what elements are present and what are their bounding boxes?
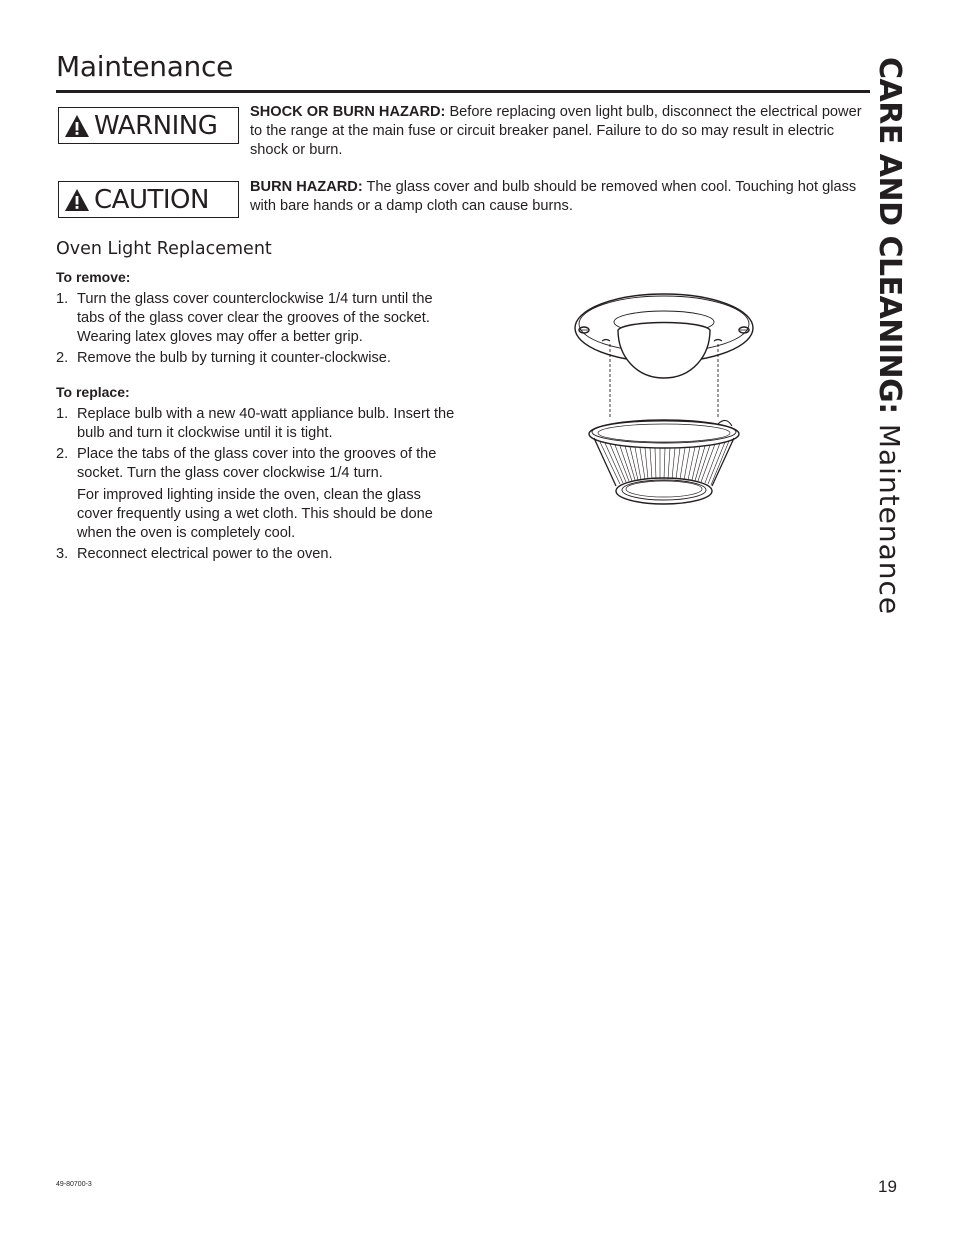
list-item	[56, 405, 456, 443]
warning-label-box	[58, 107, 239, 144]
step-text: Reconnect electrical power to the oven.	[77, 546, 333, 562]
side-tab-light: Maintenance	[873, 423, 906, 616]
title-divider	[56, 90, 870, 93]
step-number: 3.	[56, 546, 69, 562]
warning-heading: SHOCK OR BURN HAZARD:	[250, 104, 446, 120]
section-side-tab	[872, 57, 907, 615]
caution-text: The glass cover and bulb should be removed when cool. Touching hot glass with bare hands or a damp cloth can cause burns.	[250, 179, 857, 214]
document-number: 49-80700-3	[56, 1181, 92, 1188]
warning-label: WARNING	[94, 110, 218, 141]
oven-light-illustration	[568, 286, 760, 508]
list-item	[56, 290, 456, 347]
caution-text-block	[250, 178, 870, 216]
caution-label: CAUTION	[94, 184, 209, 215]
step-note: For improved lighting inside the oven, clean the glass cover frequently using a wet cloth. This should be done when the oven is completely cool.	[77, 487, 433, 541]
remove-steps-list	[56, 290, 456, 370]
warning-text-block	[250, 103, 870, 160]
list-item	[56, 545, 456, 564]
warning-triangle-icon	[64, 188, 90, 212]
list-item	[56, 349, 456, 368]
step-text: Replace bulb with a new 40-watt appliance bulb. Insert the bulb and turn it clockwise until it is tight.	[77, 406, 455, 441]
list-item	[56, 445, 456, 543]
side-tab-bold: CARE AND CLEANING:	[872, 57, 907, 414]
warning-triangle-icon	[64, 114, 90, 138]
step-number: 1.	[56, 291, 69, 307]
warning-text: Before replacing oven light bulb, disconnect the electrical power to the range at the main fuse or circuit breaker panel. Failure to do so may result in electric shock or burn.	[250, 104, 862, 158]
replace-steps-list	[56, 405, 456, 566]
caution-heading: BURN HAZARD:	[250, 179, 363, 195]
replace-subheading: To replace:	[56, 384, 130, 400]
page-number: 19	[878, 1177, 897, 1196]
step-text: Remove the bulb by turning it counter-clockwise.	[77, 350, 391, 366]
step-text: Place the tabs of the glass cover into the grooves of the socket. Turn the glass cover clockwise 1/4 turn.	[77, 446, 437, 481]
caution-label-box	[58, 181, 239, 218]
step-number: 2.	[56, 350, 69, 366]
step-text: Turn the glass cover counterclockwise 1/4 turn until the tabs of the glass cover clear the grooves of the socket. Wearing latex gloves may offer a better grip.	[77, 291, 433, 345]
page-title: Maintenance	[56, 50, 234, 83]
step-number: 1.	[56, 406, 69, 422]
section-heading: Oven Light Replacement	[56, 239, 272, 259]
step-number: 2.	[56, 446, 69, 462]
remove-subheading: To remove:	[56, 269, 131, 285]
